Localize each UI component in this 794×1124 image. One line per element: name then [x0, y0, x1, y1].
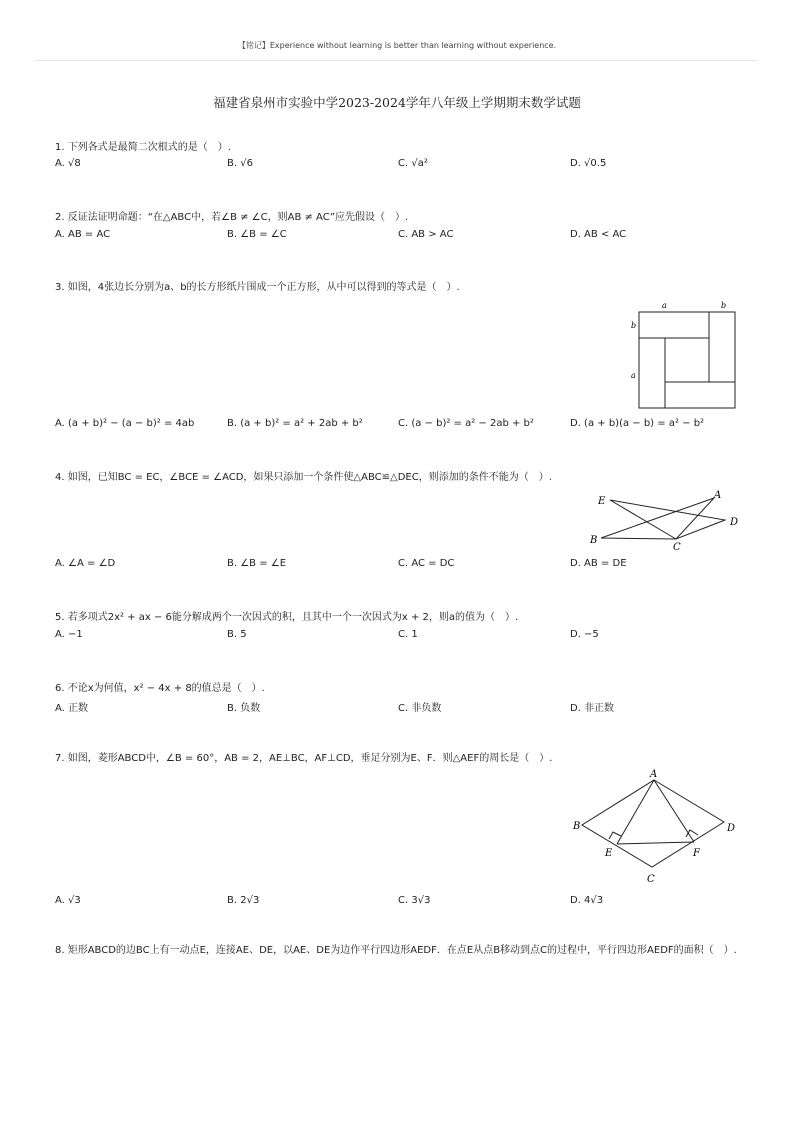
question-1-stem: 1. 下列各式是最简二次根式的是（ ）. [55, 142, 231, 153]
question-7-option-d[interactable]: D. 4√3 [570, 895, 604, 906]
fig7-label-c: C [647, 874, 655, 885]
question-3-option-d[interactable]: D. (a + b)(a − b) = a² − b² [570, 418, 705, 429]
question-2-option-b[interactable]: B. ∠B = ∠C [227, 229, 287, 240]
question-6-option-d[interactable]: D. 非正数 [570, 703, 615, 714]
question-3-option-a[interactable]: A. (a + b)² − (a − b)² = 4ab [55, 418, 195, 429]
question-5-option-d[interactable]: D. −5 [570, 629, 599, 640]
fig4-label-a: A [714, 490, 722, 501]
question-7-rhombus-figure [565, 766, 745, 888]
question-1-option-d[interactable]: D. √0.5 [570, 158, 607, 169]
question-5-option-b[interactable]: B. 5 [227, 629, 247, 640]
header-divider [36, 60, 758, 61]
fig3-label-a-left: a [631, 371, 636, 380]
fig4-label-c: C [673, 542, 681, 553]
question-4-stem: 4. 如图，已知BC = EC，∠BCE = ∠ACD，如果只添加一个条件使△ABC≌△DEC，则添加的条件不能为（ ）. [55, 472, 552, 483]
question-7-option-c[interactable]: C. 3√3 [398, 895, 431, 906]
fig7-label-a: A [650, 769, 658, 780]
fig7-lines [582, 780, 724, 867]
question-6-option-b[interactable]: B. 负数 [227, 703, 261, 714]
fig7-label-b: B [573, 821, 581, 832]
question-4-option-d[interactable]: D. AB = DE [570, 558, 627, 569]
fig4-label-d: D [730, 517, 739, 528]
fig7-label-f: F [693, 848, 700, 859]
question-2-option-d[interactable]: D. AB < AC [570, 229, 627, 240]
question-2-option-c[interactable]: C. AB > AC [398, 229, 454, 240]
fig4-label-e: E [598, 496, 606, 507]
question-6-stem: 6. 不论x为何值，x² − 4x + 8的值总是（ ）. [55, 683, 265, 694]
question-2-option-a[interactable]: A. AB = AC [55, 229, 111, 240]
question-8-stem: 8. 矩形ABCD的边BC上有一动点E，连接AE、DE，以AE、DE为边作平行四边形AEDF．在点E从点B移动到点C的过程中，平行四边形AEDF的面积（ ）. [55, 945, 737, 956]
question-7-option-a[interactable]: A. √3 [55, 895, 81, 906]
question-5-stem: 5. 若多项式2x² + ax − 6能分解成两个一次因式的积，且其中一个一次因式为x + 2，则a的值为（ ）. [55, 612, 519, 623]
question-3-square-figure [625, 298, 745, 413]
fig4-lines [601, 498, 725, 539]
question-3-stem: 3. 如图，4张边长分别为a、b的长方形纸片围成一个正方形，从中可以得到的等式是（ ）. [55, 282, 460, 293]
question-5-option-a[interactable]: A. −1 [55, 629, 83, 640]
question-4-option-a[interactable]: A. ∠A = ∠D [55, 558, 116, 569]
question-4-triangles-figure [585, 486, 745, 554]
question-3-option-b[interactable]: B. (a + b)² = a² + 2ab + b² [227, 418, 363, 429]
question-4-option-b[interactable]: B. ∠B = ∠E [227, 558, 287, 569]
question-1-option-c[interactable]: C. √a² [398, 158, 428, 169]
question-6-option-a[interactable]: A. 正数 [55, 703, 89, 714]
fig4-label-b: B [590, 535, 598, 546]
question-3-option-c[interactable]: C. (a − b)² = a² − 2ab + b² [398, 418, 534, 429]
question-4-option-c[interactable]: C. AC = DC [398, 558, 455, 569]
question-1-option-b[interactable]: B. √6 [227, 158, 253, 169]
exam-title: 福建省泉州市实验中学2023-2024学年八年级上学期期末数学试题 [213, 95, 581, 110]
fig3-label-a-top: a [662, 301, 667, 310]
fig3-rectangles [639, 312, 735, 408]
question-6-option-c[interactable]: C. 非负数 [398, 703, 442, 714]
question-1-option-a[interactable]: A. √8 [55, 158, 81, 169]
fig7-label-d: D [727, 823, 736, 834]
fig3-label-b-top: b [721, 301, 727, 310]
fig7-label-e: E [605, 848, 613, 859]
page-header-quote: 【铭记】Experience without learning is better than learning without experience. [237, 41, 557, 50]
question-5-option-c[interactable]: C. 1 [398, 629, 418, 640]
fig3-label-b-left: b [631, 321, 637, 330]
question-2-stem: 2. 反证法证明命题：“在△ABC中，若∠B ≠ ∠C，则AB ≠ AC”应先假设（ ）. [55, 212, 409, 223]
question-7-option-b[interactable]: B. 2√3 [227, 895, 260, 906]
question-7-stem: 7. 如图，菱形ABCD中，∠B = 60°，AB = 2，AE⊥BC，AF⊥CD，垂足分别为E、F．则△AEF的周长是（ ）. [55, 753, 553, 764]
